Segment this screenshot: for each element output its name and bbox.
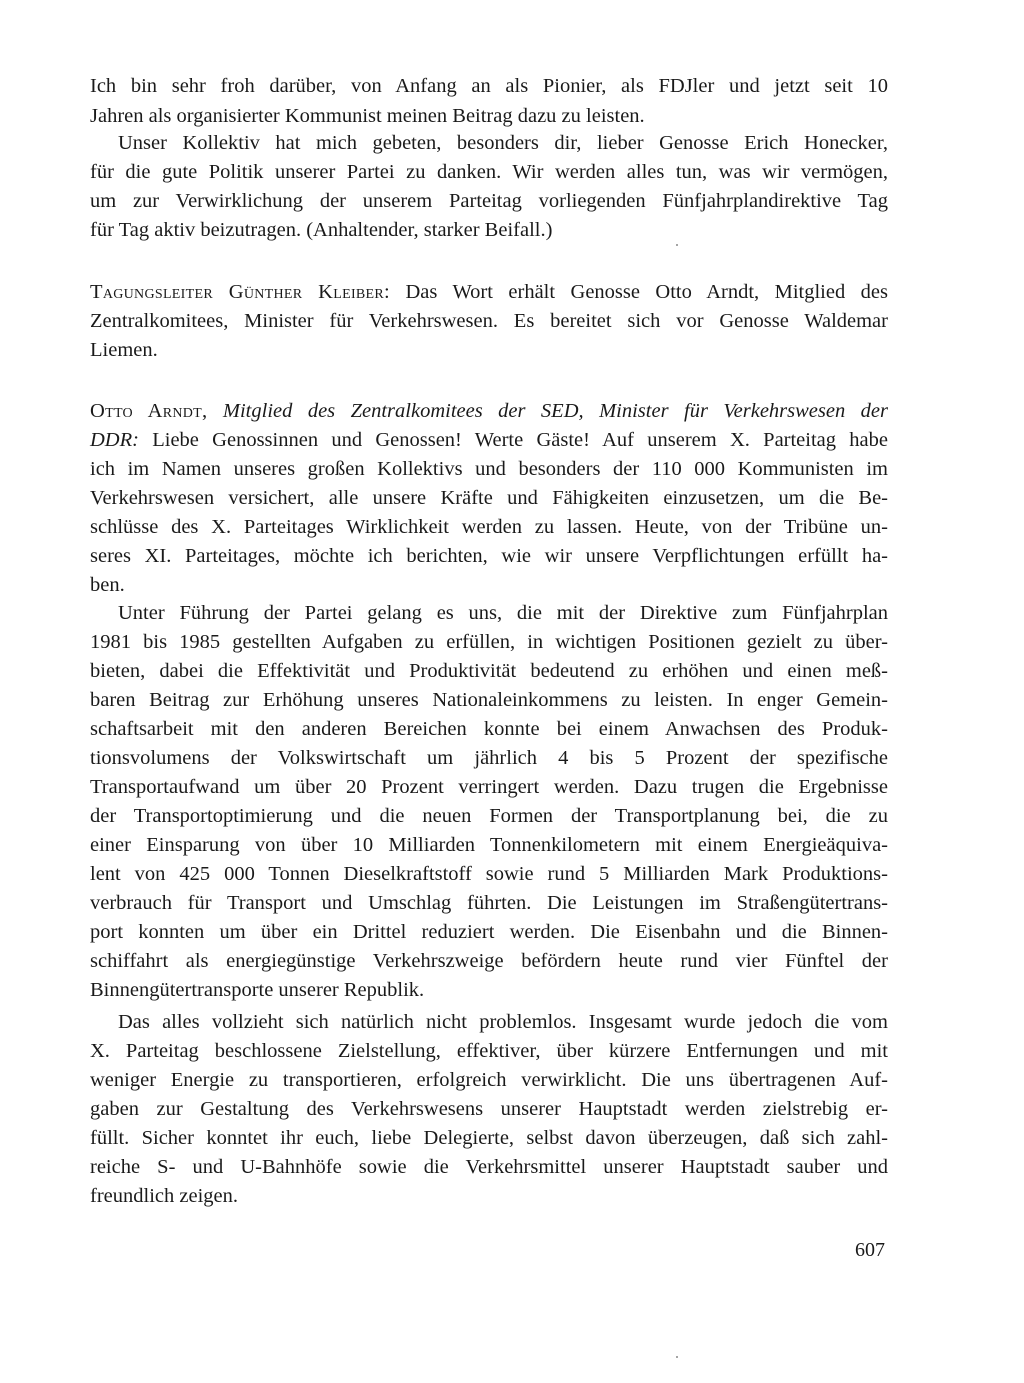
text-run: Das Wort erhält Genosse Otto Arndt, Mitglied des — [405, 281, 888, 303]
text-line: schaftsarbeit mit den anderen Bereichen konnte bei einem Anwachsen des Produk- — [90, 718, 888, 740]
speaker-role: Mitglied des Zentralkomitees der SED, Minister für Verkehrswesen der — [222, 400, 889, 422]
text-line: freundlich zeigen. — [90, 1185, 238, 1207]
speaker-intro-line — [90, 278, 888, 306]
text-line: Liemen. — [90, 339, 158, 361]
text-line: Binnengütertransporte unserer Republik. — [90, 979, 425, 1001]
text-line: bieten, dabei die Effektivität und Produktivität bedeutend zu erhöhen und einen meß- — [90, 660, 888, 682]
text-run: Liebe Genossinnen und Genossen! Werte Gäste! Auf unserem X. Parteitag habe — [152, 429, 888, 451]
text-line: gaben zur Gestaltung des Verkehrswesens unserer Hauptstadt werden zielstrebig er- — [90, 1098, 888, 1120]
text-line: ich im Namen unseres großen Kollektivs und besonders der 110 000 Kommunisten im — [90, 458, 888, 480]
text-line: ben. — [90, 574, 125, 596]
text-line: tionsvolumens der Volkswirtschaft um jährlich 4 bis 5 Prozent der spezifische — [90, 747, 888, 769]
scan-speck — [676, 1356, 678, 1358]
text-line: Jahren als organisierter Kommunist meinen Beitrag dazu zu leisten. — [90, 105, 645, 127]
scan-speck — [676, 244, 678, 246]
text-line: lent von 425 000 Tonnen Dieselkraftstoff sowie rund 5 Milliarden Mark Produktions- — [90, 863, 888, 885]
text-line: der Transportoptimierung und die neuen Formen der Transportplanung bei, die zu — [90, 805, 888, 827]
text-line: schlüsse des X. Parteitages Wirklichkeit werden zu lassen. Heute, von der Tribüne un- — [90, 516, 888, 538]
speaker-intro-line — [90, 397, 888, 425]
text-line: 1981 bis 1985 gestellten Aufgaben zu erfüllen, in wichtigen Positionen gezielt zu über- — [90, 631, 888, 653]
text-line: einer Einsparung von über 10 Milliarden Tonnenkilometern mit einem Energieäquiva- — [90, 834, 888, 856]
text-line: Verkehrswesen versichert, alle unsere Kräfte und Fähigkeiten einzusetzen, um die Be- — [90, 487, 888, 509]
text-line: für die gute Politik unserer Partei zu danken. Wir werden alles tun, was wir vermögen, — [90, 161, 888, 183]
text-line: port konnten um über ein Drittel reduziert werden. Die Eisenbahn und die Binnen- — [90, 921, 888, 943]
text-line: baren Beitrag zur Erhöhung unseres Nationaleinkommens zu leisten. In enger Gemein- — [90, 689, 888, 711]
text-line: seres XI. Parteitages, möchte ich berichten, wie wir unsere Verpflichtungen erfüllt ha- — [90, 545, 888, 567]
text-line: Unter Führung der Partei gelang es uns, die mit der Direktive zum Fünfjahrplan — [118, 602, 888, 624]
text-line: um zur Verwirklichung der unserem Parteitag vorliegenden Fünfjahrplandirektive Tag — [90, 190, 888, 212]
speaker-name: Otto Arndt, — [90, 400, 208, 422]
text-line: Ich bin sehr froh darüber, von Anfang an als Pionier, als FDJler und jetzt seit 10 — [90, 75, 888, 97]
text-line: Zentralkomitees, Minister für Verkehrswesen. Es bereitet sich vor Genosse Waldemar — [90, 310, 888, 332]
text-line: weniger Energie zu transportieren, erfolgreich verwirklicht. Die uns übertragenen Auf- — [90, 1069, 888, 1091]
page-number: 607 — [855, 1239, 885, 1261]
text-line: füllt. Sicher konntet ihr euch, liebe Delegierte, selbst davon überzeugen, daß sich zahl- — [90, 1127, 888, 1149]
speaker-name: Tagungsleiter Günther Kleiber: — [90, 281, 391, 303]
text-line: für Tag aktiv beizutragen. (Anhaltender, starker Beifall.) — [90, 219, 553, 241]
text-line: X. Parteitag beschlossene Zielstellung, effektiver, über kürzere Entfernungen und mit — [90, 1040, 888, 1062]
text-line: reiche S- und U-Bahnhöfe sowie die Verkehrsmittel unserer Hauptstadt sauber und — [90, 1156, 888, 1178]
speaker-role-cont: DDR: — [90, 429, 139, 451]
speaker-intro-line — [90, 426, 888, 454]
text-line: Transportaufwand um über 20 Prozent verringert werden. Dazu trugen die Ergebnisse — [90, 776, 888, 798]
text-line: schiffahrt als energiegünstige Verkehrszweige befördern heute rund vier Fünftel der — [90, 950, 888, 972]
text-line: verbrauch für Transport und Umschlag führten. Die Leistungen im Straßengütertrans- — [90, 892, 888, 914]
text-line: Unser Kollektiv hat mich gebeten, besonders dir, lieber Genosse Erich Honecker, — [118, 132, 888, 154]
text-line: Das alles vollzieht sich natürlich nicht problemlos. Insgesamt wurde jedoch die vom — [118, 1011, 888, 1033]
